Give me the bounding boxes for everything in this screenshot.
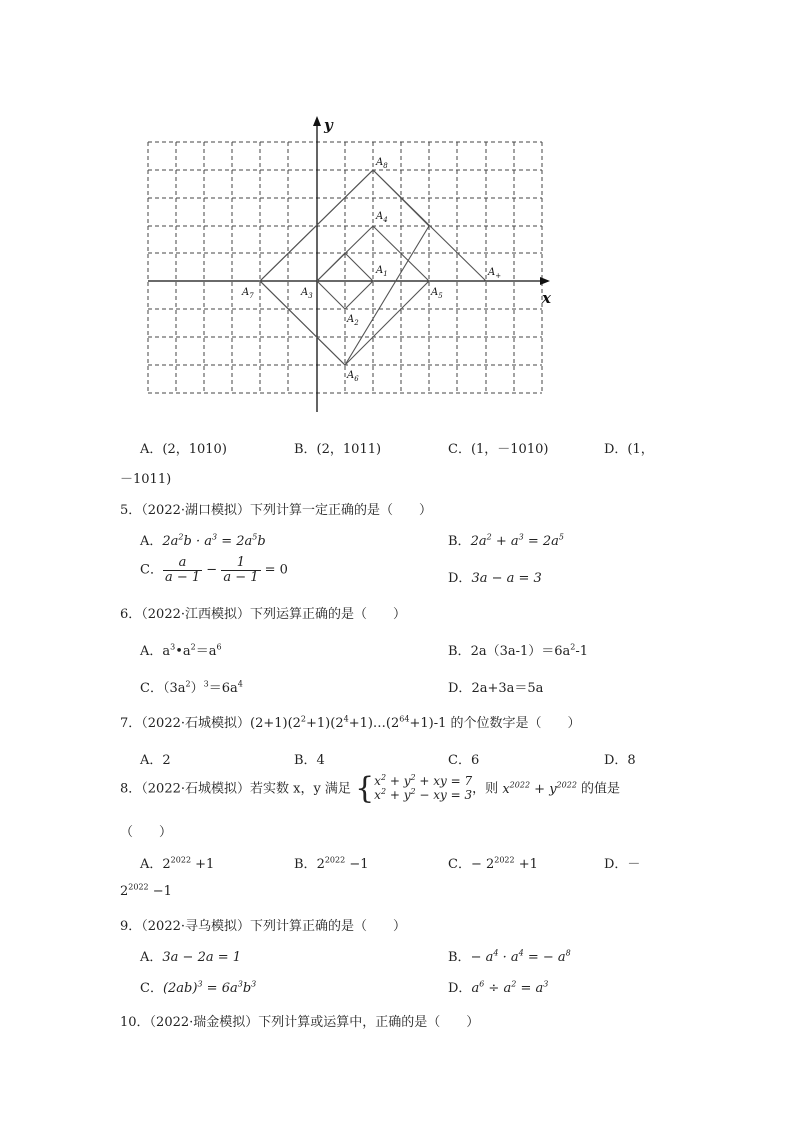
q6-c-label: C． [140, 681, 163, 696]
q6-a-label: A． [140, 644, 163, 659]
q7-stem-expr: $(2+1)(2^2+1)(2^4+1)\dots(2^{64}+1)-1$ [250, 714, 451, 731]
q8-a-expr: $2^{2022} +1$ [162, 855, 215, 872]
q8-stem-expr: $x^{2022} + y^{2022}$ [502, 780, 577, 797]
label-a7: $A_7$ [242, 287, 254, 300]
q5-a-label: A． [140, 534, 163, 549]
q8-d-label: D．－ [604, 857, 641, 872]
q9-c-label: C． [140, 981, 163, 996]
q8-brace: { [355, 771, 375, 806]
q7-option-d[interactable]: D．8 [604, 753, 636, 768]
q6-option-c[interactable] [140, 677, 243, 696]
q8-b-label: B． [294, 857, 317, 872]
q5-d-label: D． [448, 571, 472, 586]
q8-c-label: C． [448, 857, 471, 872]
q4-option-c[interactable]: C．(1，－1010) [448, 442, 549, 457]
q5-option-b[interactable] [448, 530, 564, 549]
label-a3: $A_3$ [301, 287, 313, 300]
x-axis-label: x [542, 289, 551, 307]
q8-c-expr: − $2^{2022} +1$ [470, 855, 538, 872]
label-a2: $A_2$ [347, 314, 359, 327]
q8-option-d-continued: $2^{2022} -1$ [120, 882, 172, 899]
q9-option-d[interactable] [448, 977, 548, 996]
q9-option-c[interactable] [140, 977, 256, 996]
q9-stem: 9．（2022·寻乌模拟）下列计算正确的是（ ） [120, 919, 406, 934]
q9-c-expr: $(2ab)^3 = 6a^3b^3$ [162, 979, 257, 996]
q8-option-b[interactable] [294, 853, 369, 872]
q8-stem [120, 771, 621, 806]
q9-option-b[interactable] [448, 946, 571, 965]
q6-c-expr: $(3a^2)^3=6a^4$ [162, 679, 243, 696]
x-axis-arrow [540, 277, 550, 285]
q8-stem-prefix: 8．（2022·石城模拟）若实数 x，y 满足 [120, 781, 351, 797]
q10-stem: 10．（2022·瑞金模拟）下列计算或运算中，正确的是（ ） [120, 1015, 480, 1030]
q4-option-d[interactable]: D．(1， [604, 442, 654, 457]
q7-option-c[interactable]: C．6 [448, 753, 480, 768]
q8-stem-continued: （ ） [120, 825, 173, 840]
q7-stem-prefix: 7．（2022·石城模拟） [120, 716, 250, 731]
y-axis-arrow [313, 116, 321, 126]
q5-option-d[interactable] [448, 567, 542, 586]
label-a1: $A_1$ [376, 265, 388, 278]
q5-c-frac2: $\frac{1}{a - 1}$ [223, 555, 259, 585]
q7-stem-suffix: 的个位数字是（ ） [450, 716, 581, 731]
q8-option-a[interactable] [140, 853, 214, 872]
q4-option-d-continued: －1011) [120, 472, 172, 487]
q5-a-expr: $2a^2b \cdot a^3 = 2a^5b$ [162, 532, 266, 549]
label-a8: $A_8$ [376, 157, 388, 170]
label-a5: $A_5$ [431, 287, 443, 300]
q8-stem-suffix: 的值是 [581, 781, 621, 797]
q6-stem: 6．（2022·江西模拟）下列运算正确的是（ ） [120, 607, 406, 622]
q7-option-a[interactable]: A．2 [140, 753, 171, 768]
q9-b-label: B． [448, 950, 471, 965]
q8-option-d[interactable] [604, 853, 640, 872]
middle-square [260, 226, 429, 365]
q5-b-label: B． [448, 534, 471, 549]
q9-b-expr: − $a^4 \cdot a^4$ = − $a^8$ [470, 948, 571, 965]
y-axis-label: y [324, 116, 333, 134]
q8-option-c[interactable] [448, 853, 538, 872]
q8-system: $x^2 + y^2$ + xy = 7 $x^2 + y^2$ − xy = 3 [374, 773, 473, 802]
q9-option-a[interactable] [140, 946, 241, 965]
q6-option-b[interactable] [448, 640, 588, 659]
q9-a-expr: 3a − 2a = 1 [162, 950, 242, 965]
q6-b-expr: $2a(3a-1)=6a^2-1$ [470, 642, 589, 659]
q6-option-a[interactable] [140, 640, 222, 659]
q7-option-b[interactable]: B．4 [294, 753, 325, 768]
coordinate-figure [140, 108, 560, 418]
q5-d-expr: 3a − a = 3 [471, 571, 542, 586]
q4-option-b[interactable]: B．(2，1011) [294, 442, 382, 457]
q5-option-a[interactable] [140, 530, 266, 549]
q5-b-expr: $2a^2 + a^3 = 2a^5$ [470, 532, 564, 549]
q4-option-a[interactable]: A．(2，1010) [140, 442, 227, 457]
grid [148, 142, 542, 393]
q5-c-frac1: $\frac{a}{a - 1}$ [164, 555, 201, 585]
label-a-plus: $A_+$ [488, 267, 502, 280]
q8-stem-mid: ，则 [472, 781, 499, 797]
q6-d-expr: 2a+3a＝5a [471, 681, 544, 696]
q9-d-expr: $a^6 \div a^2 = a^3$ [471, 979, 549, 996]
q6-a-expr: $a^3•a^2=a^6$ [162, 642, 222, 659]
label-a6: $A_6$ [347, 370, 359, 383]
q9-d-label: D． [448, 981, 472, 996]
q8-b-expr: $2^{2022} -1$ [316, 855, 369, 872]
q8-a-label: A． [140, 857, 163, 872]
q9-a-label: A． [140, 950, 163, 965]
q6-d-label: D． [448, 681, 472, 696]
q6-b-label: B． [448, 644, 471, 659]
label-a4: $A_4$ [376, 211, 388, 224]
q7-stem [120, 712, 581, 731]
q6-option-d[interactable] [448, 677, 543, 696]
q5-stem: 5．（2022·湖口模拟）下列计算一定正确的是（ ） [120, 503, 432, 518]
q5-c-label: C． [140, 562, 163, 578]
q5-option-c[interactable]: C． $\frac{a}{a - 1}$ − $\frac{1}{a - 1}$ = 0 [140, 555, 288, 585]
